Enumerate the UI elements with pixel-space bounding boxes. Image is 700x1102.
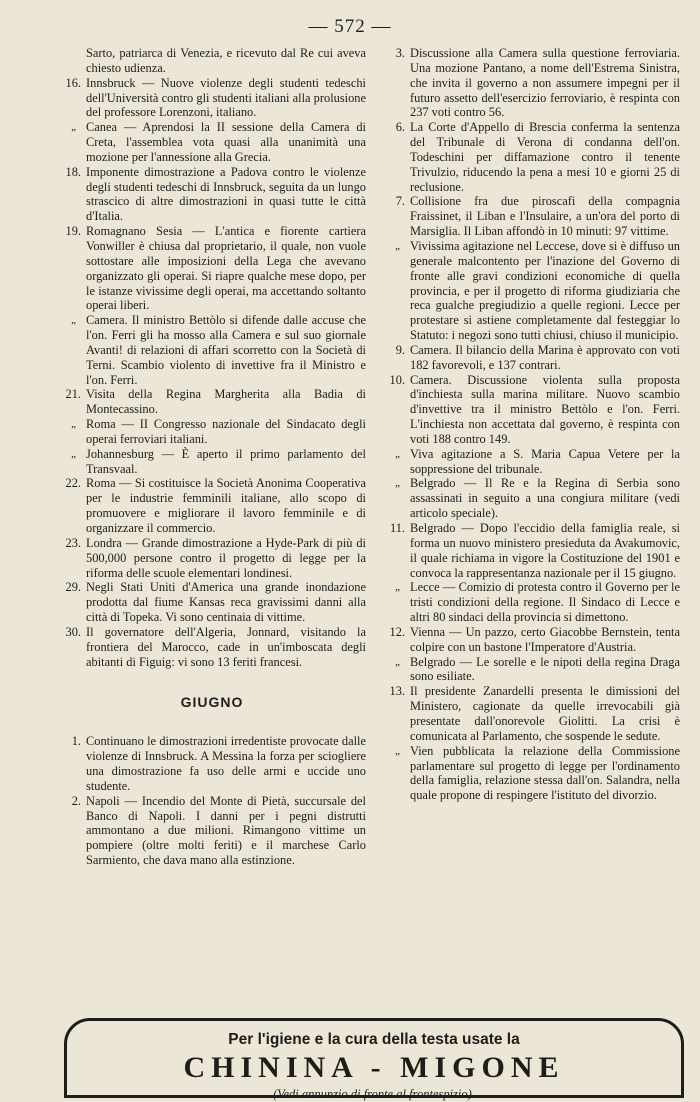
entry-text: Roma — II Congresso nazionale del Sindacato degli operai ferroviari italiani. (86, 417, 366, 446)
entry-text: Romagnano Sesia — L'antica e fiorente cartiera Vonwiller è chiusa dal proprietario, il quale, non vuole sottostare alle imposizioni della Lega che avevano organizzato gli operai. Si riapre qualche mese dopo, per le istanze vivissime degli operai, ma accettando soltanto operai liberi. (86, 224, 366, 313)
entry-text: Camera. Discussione violenta sulla proposta d'inchiesta sulla marina militare. Nuovo scambio d'invettive tra il ministro Bettòlo e l'on. Ferri. L'inchiesta non accettata dal governo, è respinta con voti 188 contro 149. (410, 372, 680, 446)
chronicle-entry (382, 655, 680, 685)
entry-date: „ (71, 447, 76, 460)
right-column (382, 46, 680, 803)
entry-text: Continuano le dimostrazioni irredentiste provocate dalle violenze di Innsbruck. A Messina la forza per sciogliere una dimostrazione fa uso delle armi e uccide uno studente. (86, 734, 366, 793)
advertisement (64, 1018, 684, 1101)
chronicle-entry (382, 194, 680, 239)
entry-date: 23. (65, 535, 81, 550)
chronicle-entry (382, 120, 680, 194)
entry-date: „ (395, 239, 400, 252)
chronicle-entry (382, 343, 680, 373)
advert-note: (Vedi annunzio di fronte al frontespizio). (273, 1087, 475, 1101)
advert-line: Per l'igiene e la cura della testa usate la (228, 1031, 520, 1048)
chronicle-entry (58, 580, 366, 625)
chronicle-entry (382, 580, 680, 625)
entry-date: 11. (389, 521, 405, 535)
entry-text: Camera. Il bilancio della Marina è approvato con voti 182 favorevoli, e 137 contrari. (410, 342, 680, 372)
entry-text: Visita della Regina Margherita alla Badia di Montecassino. (86, 387, 366, 417)
entry-date: „ (71, 418, 76, 431)
entry-date: 2. (71, 793, 81, 808)
chronicle-entry (58, 734, 366, 793)
entry-text: Discussione alla Camera sulla questione ferroviaria. Una mozione Pantano, a nome dell'Estrema Sinistra, che invita il governo a non assumere impegni per il futuro assetto dell'esercizio ferroviario, è respinta con 237 voti contro 56. (410, 46, 680, 120)
entry-date: 19. (65, 224, 81, 239)
chronicle-entry (58, 46, 366, 76)
chronicle-entry (382, 476, 680, 521)
chronicle-entry (58, 536, 366, 581)
entry-text: Negli Stati Uniti d'America una grande inondazione prodotta dal fiume Kansas reca gravissimi danni alla città di Topeka. Vi sono centinaia di vittime. (86, 580, 366, 625)
chronicle-entry (382, 684, 680, 743)
chronicle-entry (58, 387, 366, 417)
entry-date: „ (71, 121, 76, 134)
entry-text: Vienna — Un pazzo, certo Giacobbe Bernstein, tenta colpire con un bastone l'Imperatore d'Austria. (410, 624, 680, 654)
month-heading: GIUGNO (180, 694, 244, 711)
chronicle-entry (382, 521, 680, 580)
entry-text: La Corte d'Appello di Brescia conferma la sentenza del Tribunale di Verona di condanna dell'on. Todeschini per diffamazione contro il tenente Trivulzio, riducendo la pena a mesi 10 e giorni 25 di reclusione. (410, 120, 680, 194)
entry-text: Il presidente Zanardelli presenta le dimissioni del Ministero, cagionate da quelle irrevocabili già presentate dall'onorevole Giolitti. La crisi è comunicata al Parlamento, che sospende le sedute. (410, 684, 680, 743)
chronicle-entry (58, 447, 366, 477)
chronicle-entry (382, 625, 680, 655)
chronicle-entry (382, 447, 680, 477)
entry-date: „ (395, 477, 400, 490)
entry-text: Roma — Si costituisce la Società Anonima Cooperativa per le industrie femminili italiane, allo scopo di promuovere e migliorare il lavoro femminile e di organizzare il commercio. (86, 476, 366, 535)
entry-date: 7. (395, 194, 405, 209)
entry-text: Belgrado — Il Re e la Regina di Serbia sono assassinati in seguito a una congiura militare (vedi articolo speciale). (410, 476, 680, 521)
chronicle-entry (58, 417, 366, 447)
entry-text: Sarto, patriarca di Venezia, e ricevuto dal Re cui aveva chiesto udienza. (86, 46, 366, 75)
chronicle-entry (382, 744, 680, 803)
entry-text: Il governatore dell'Algeria, Jonnard, visitando la frontiera del Marocco, cade in un'imboscata degli abitanti di Figuig: vi sono 13 feriti francesi. (86, 624, 366, 669)
entry-date: „ (395, 744, 400, 757)
chronicle-entry (58, 224, 366, 313)
entry-date: 18. (65, 164, 81, 179)
entry-text: Vien pubblicata la relazione della Commissione parlamentare sul progetto di legge per l'ordinamento della famiglia, relazione stessa dall'on. Salandra, nella quale propone di respingere l'istituto del divorzio. (410, 743, 680, 803)
entry-text: Vivissima agitazione nel Leccese, dove si è diffuso un generale malcontento per l'inazione del Governo di fronte alle gravi condizioni economiche di quella provincia, e per il progetto di riforma giudiziaria che reca gualche pregiudizio a quelle regioni. Lecce per protestare si astiene completamente dal festeggiar lo Statuto: i negozi sono tutti chiusi, chiuso il municipio. (410, 238, 680, 343)
left-june-entries (58, 734, 366, 868)
entry-date: „ (395, 447, 400, 460)
chronicle-entry (382, 373, 680, 447)
left-entries (58, 46, 366, 669)
entry-text: Innsbruck — Nuove violenze degli studenti tedeschi dell'Università contro gli studenti italiani alla prolusione del professore Lorenzoni, italiano. (86, 75, 366, 120)
entry-date: 21. (65, 387, 81, 402)
entry-text: Canea — Aprendosi la II sessione della Camera di Creta, l'assemblea vota quasi alla unanimità una mozione per l'annessione alla Grecia. (86, 120, 366, 164)
entry-date: 29. (65, 580, 81, 595)
entry-text: Belgrado — Le sorelle e le nipoti della regina Draga sono esiliate. (410, 654, 680, 684)
entry-date: 22. (65, 476, 81, 491)
chronicle-entry (58, 794, 366, 868)
left-column (58, 46, 366, 868)
entry-text: Napoli — Incendio del Monte di Pietà, succursale del Banco di Napoli. I danni per i pegni distrutti ammontano a due milioni. Rimangono vittime un pompiere (oltre molti feriti) e il marchese Carlo Sarmiento, che dava mano alla estinzione. (86, 793, 366, 868)
advert-brand: CHININA - MIGONE (183, 1051, 565, 1084)
entry-date: „ (395, 581, 400, 594)
page-number: — 572 — (308, 16, 392, 37)
entry-text: Londra — Grande dimostrazione a Hyde-Park di più di 500,000 persone contro il progetto di legge per la riforma delle scuole elementari londinesi. (86, 535, 366, 580)
entry-date: „ (395, 655, 400, 668)
chronicle-entry (58, 625, 366, 670)
entry-text: Collisione fra due piroscafi della compagnia Fraissinet, il Liban e l'Insulaire, a un'ora del porto di Marsiglia. Il Liban affondò in 10 minuti: 97 vittime. (410, 194, 680, 239)
entry-date: 6. (395, 120, 405, 135)
entry-date: 30. (65, 624, 81, 639)
entry-text: Lecce — Comizio di protesta contro il Governo per le tristi condizioni della regione. Il Sindaco di Lecce e altri 80 sindaci della provincia si dimettono. (410, 580, 680, 625)
entry-date: „ (71, 314, 76, 327)
entry-date: 10. (389, 372, 405, 387)
entry-text: Viva agitazione a S. Maria Capua Vetere per la soppressione del tribunale. (410, 446, 680, 476)
chronicle-entry (382, 239, 680, 343)
entry-date: 16. (65, 75, 81, 90)
entry-text: Camera. Il ministro Bettòlo si difende dalle accuse che l'on. Ferri gli ha mosso alla Camera e sul suo giornale Avanti! di relazioni di affari scorretto con la Società di Terni. Scambio violento di invettive fra il Ministro e l'on. Ferri. (86, 313, 366, 387)
entry-date: 3. (395, 46, 405, 60)
entry-date: 12. (389, 624, 405, 639)
entry-date: 9. (395, 342, 405, 357)
right-entries (382, 46, 680, 803)
entry-text: Belgrado — Dopo l'eccidio della famiglia reale, si forma un nuovo ministero presieduta da Avakumovic, il quale richiama in vigore la Costituzione del 1901 e convoca la rappresentanza nazionale per il 15 giugno. (410, 521, 680, 580)
chronicle-entry (58, 476, 366, 535)
chronicle-entry (382, 46, 680, 120)
entry-date: 1. (71, 734, 81, 749)
chronicle-entry (58, 165, 366, 224)
chronicle-entry (58, 76, 366, 121)
chronicle-entry (58, 120, 366, 165)
entry-text: Johannesburg — È aperto il primo parlamento del Transvaal. (86, 446, 366, 476)
entry-date: 13. (389, 684, 405, 699)
chronicle-entry (58, 313, 366, 387)
entry-text: Imponente dimostrazione a Padova contro le violenze degli studenti tedeschi di Innsbruck, seguita da un lungo strascico di altre dimostrazioni in quasi tutte le città d'Italia. (86, 164, 366, 224)
